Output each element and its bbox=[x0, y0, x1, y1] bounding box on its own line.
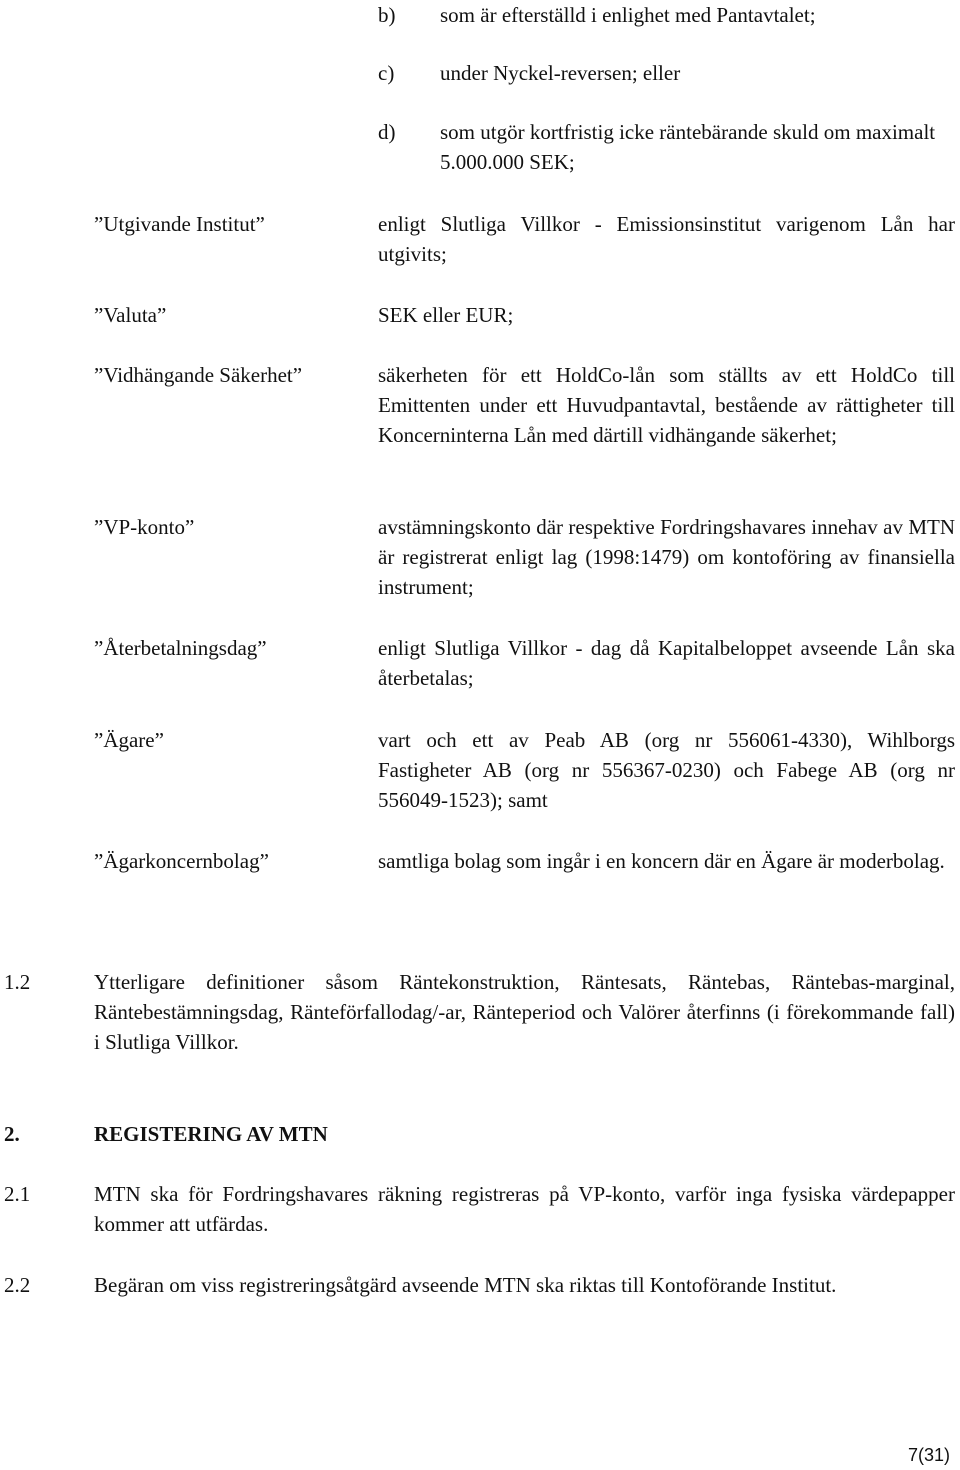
list-marker-b: b) bbox=[378, 3, 396, 27]
section-paragraph: Ytterligare definitioner såsom Räntekonstruktion, Räntesats, Räntebas, Räntebas-marginal, Räntebestämningsdag, Ränteförfallodag/-ar, Ränteperiod och Valörer återfinns (i förekommande fall) i Slutliga Villkor. bbox=[94, 970, 955, 1054]
section-number: 2.1 bbox=[4, 1182, 31, 1206]
list-marker-d: d) bbox=[378, 120, 396, 144]
list-item-c: under Nyckel-reversen; eller bbox=[440, 61, 681, 85]
section-heading: REGISTERING AV MTN bbox=[94, 1122, 328, 1146]
page-number: 7(31) bbox=[907, 1445, 950, 1465]
definition-term: ”Ägare” bbox=[94, 728, 164, 752]
definition-term: ”Återbetalningsdag” bbox=[94, 636, 267, 660]
definition-text: SEK eller EUR; bbox=[378, 303, 514, 327]
definition-term: ”Vidhängande Säkerhet” bbox=[94, 363, 303, 387]
list-item-d: som utgör kortfristig icke räntebärande skuld om maximalt 5.000.000 SEK; bbox=[440, 120, 936, 174]
definition-term: ”Utgivande Institut” bbox=[94, 212, 265, 236]
definition-text: samtliga bolag som ingår i en koncern där en Ägare är moderbolag. bbox=[378, 849, 945, 873]
section-heading-number: 2. bbox=[4, 1122, 20, 1146]
section-number: 2.2 bbox=[4, 1273, 31, 1297]
section-number: 1.2 bbox=[4, 970, 31, 994]
definition-text: säkerheten för ett HoldCo-lån som ställts av ett HoldCo till Emittenten under ett Huvudpantavtal, bestående av rättigheter till Koncerninterna Lån med därtill vidhängande säkerhet; bbox=[378, 363, 955, 447]
definition-text: enligt Slutliga Villkor - dag då Kapitalbeloppet avseende Lån ska återbetalas; bbox=[378, 636, 955, 690]
definition-text: vart och ett av Peab AB (org nr 556061-4330), Wihlborgs Fastigheter AB (org nr 556367-0230) och Fabege AB (org nr 556049-1523); samt bbox=[378, 728, 955, 812]
definition-term: ”Ägarkoncernbolag” bbox=[94, 849, 269, 873]
section-paragraph: MTN ska för Fordringshavares räkning registreras på VP-konto, varför inga fysiska värdepapper kommer att utfärdas. bbox=[94, 1182, 955, 1236]
definition-term: ”Valuta” bbox=[94, 303, 167, 327]
definition-term: ”VP-konto” bbox=[94, 515, 195, 539]
definition-text: avstämningskonto där respektive Fordringshavares innehav av MTN är registrerat enligt lag (1998:1479) om kontoföring av finansiella instrument; bbox=[378, 515, 955, 599]
section-paragraph: Begäran om viss registreringsåtgärd avseende MTN ska riktas till Kontoförande Institut. bbox=[94, 1273, 837, 1297]
list-item-b: som är efterställd i enlighet med Pantavtalet; bbox=[440, 3, 816, 27]
definition-text: enligt Slutliga Villkor - Emissionsinstitut varigenom Lån har utgivits; bbox=[378, 212, 955, 266]
list-marker-c: c) bbox=[378, 61, 395, 85]
